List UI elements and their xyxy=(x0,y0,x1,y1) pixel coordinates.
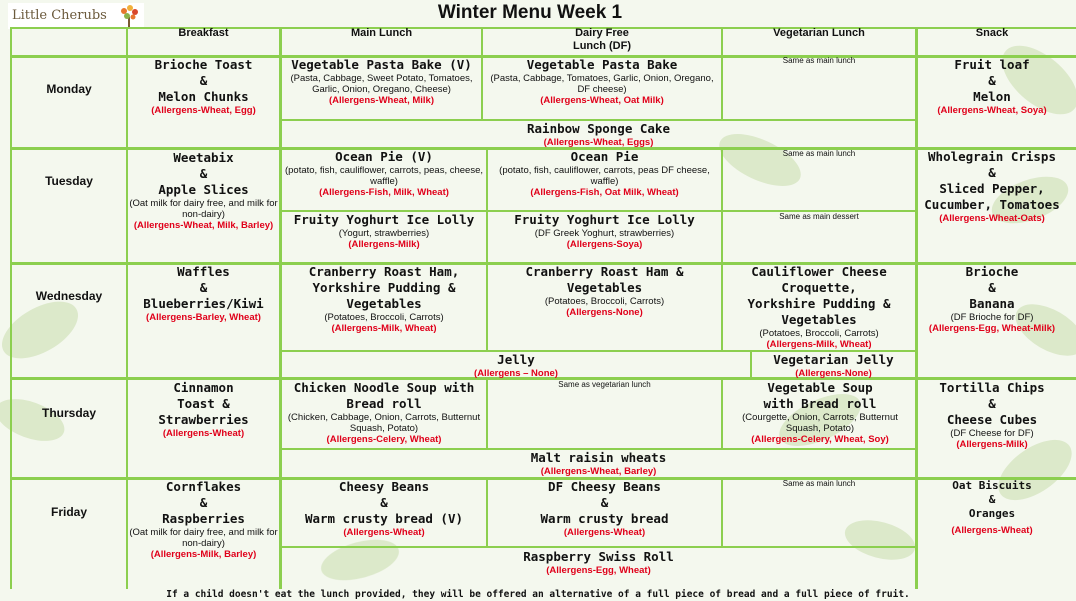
tree-icon xyxy=(116,3,142,29)
meal-name: Vegetable Pasta Bake (V) xyxy=(291,57,472,72)
logo-text: Little Cherubs xyxy=(12,8,107,23)
allergens: (Allergens – None) xyxy=(474,368,558,379)
meal-name: Ocean Pie xyxy=(570,149,639,164)
tuesday-dessert-df xyxy=(490,212,719,250)
grid-line xyxy=(721,27,723,119)
allergens: (Allergens-Wheat, Barley) xyxy=(540,466,657,477)
tuesday-df xyxy=(490,149,719,198)
header-snack: Snack xyxy=(975,27,1009,39)
wednesday-snack xyxy=(918,264,1066,334)
allergens: (Allergens-Wheat, Egg) xyxy=(151,105,256,116)
meal-name: Jelly xyxy=(497,352,535,367)
logo xyxy=(8,3,144,29)
monday-snack xyxy=(918,57,1066,116)
monday-dessert xyxy=(282,121,915,148)
meal-name: Ocean Pie (V) xyxy=(335,149,433,164)
meal-name: Chicken Noodle Soup with Bread roll xyxy=(293,380,475,411)
monday-breakfast xyxy=(128,57,279,116)
allergens: (Allergens-Wheat, Milk, Barley) xyxy=(133,220,274,231)
meal-name: DF Cheesy Beans & Warm crusty bread xyxy=(540,479,669,526)
allergens: (Allergens-Wheat) xyxy=(563,527,646,538)
allergens: (Allergens-Milk, Wheat) xyxy=(331,323,437,334)
grid-line xyxy=(280,546,916,548)
meal-name: Cranberry Roast Ham, Yorkshire Pudding & Vegetables xyxy=(308,264,460,311)
page-title: Winter Menu Week 1 xyxy=(437,2,623,23)
meal-description: (Chicken, Cabbage, Onion, Carrots, Butternut Squash, Potato) xyxy=(287,412,481,434)
wednesday-main xyxy=(284,264,484,334)
wednesday-dessert xyxy=(282,352,750,379)
tuesday-dessert-veg: Same as main dessert xyxy=(779,212,859,221)
allergens: (Allergens-Egg, Wheat) xyxy=(546,565,651,576)
tuesday-snack xyxy=(918,149,1066,224)
meal-description: (Yogurt, strawberries) xyxy=(338,228,430,239)
allergens: (Allergens-Egg, Wheat-Milk) xyxy=(928,323,1056,334)
header-veg: Vegetarian Lunch xyxy=(773,27,865,39)
meal-name: Weetabix & Apple Slices xyxy=(158,150,249,197)
meal-description: (potato, fish, cauliflower, carrots, peas, cheese, waffle) xyxy=(284,165,483,187)
allergens: (Allergens-Fish, Milk, Wheat) xyxy=(319,187,449,198)
allergens: (Allergens-Wheat) xyxy=(162,428,245,439)
meal-name: Cheesy Beans & Warm crusty bread (V) xyxy=(304,479,464,526)
wednesday-veg xyxy=(723,264,915,350)
meal-name: Oat Biscuits & Oranges xyxy=(952,479,1032,520)
day-wednesday: Wednesday xyxy=(35,289,103,303)
grid-line xyxy=(486,378,488,448)
friday-veg: Same as main lunch xyxy=(782,479,856,488)
meal-description: (Oat milk for dairy free, and milk for non-dairy) xyxy=(129,527,278,549)
meal-name: Malt raisin wheats xyxy=(530,450,667,465)
allergens: (Allergens-Barley, Wheat) xyxy=(146,312,261,323)
meal-description: (DF Greek Yoghurt, strawberries) xyxy=(534,228,675,239)
friday-dessert xyxy=(282,549,915,576)
meal-description: (Oat milk for dairy free, and milk for non-dairy) xyxy=(129,198,278,220)
thursday-veg xyxy=(725,380,915,445)
meal-name: Fruity Yoghurt Ice Lolly xyxy=(514,212,695,227)
header-breakfast: Breakfast xyxy=(178,27,229,39)
allergens: (Allergens-Celery, Wheat) xyxy=(326,434,442,445)
allergens: (Allergens-Fish, Oat Milk, Wheat) xyxy=(530,187,679,198)
allergens: (Allergens-Soya) xyxy=(566,239,643,250)
monday-df xyxy=(485,57,719,106)
meal-description: (Potatoes, Broccoli, Carrots) xyxy=(759,328,879,339)
day-thursday: Thursday xyxy=(41,406,96,420)
meal-name: Vegetarian Jelly xyxy=(773,352,894,367)
thursday-dessert xyxy=(282,450,915,477)
meal-name: Waffles & Blueberries/Kiwi xyxy=(143,264,264,311)
allergens: (Allergens-Wheat) xyxy=(343,527,425,538)
header-main: Main Lunch xyxy=(350,27,413,39)
meal-name: Cornflakes & Raspberries xyxy=(162,479,245,526)
allergens: (Allergens-Milk) xyxy=(348,239,420,250)
allergens: (Allergens-None) xyxy=(566,307,643,318)
monday-main xyxy=(284,57,479,106)
allergens: (Allergens-Wheat-Oats) xyxy=(939,213,1045,224)
day-friday: Friday xyxy=(50,505,87,519)
allergens: (Allergens-Milk) xyxy=(956,439,1028,450)
friday-snack xyxy=(918,479,1066,536)
tuesday-veg: Same as main lunch xyxy=(782,149,856,158)
meal-description: (Potatoes, Broccoli, Carrots) xyxy=(324,312,444,323)
tuesday-dessert-main xyxy=(284,212,484,250)
allergens: (Allergens-Wheat, Soya) xyxy=(937,105,1047,116)
friday-df xyxy=(490,479,719,538)
meal-name: Fruit loaf & Melon xyxy=(954,57,1030,104)
tuesday-breakfast xyxy=(128,150,279,231)
meal-name: Brioche & Banana xyxy=(965,264,1019,311)
grid-line xyxy=(486,478,488,546)
wednesday-df xyxy=(490,264,719,318)
thursday-df: Same as vegetarian lunch xyxy=(558,380,651,389)
wednesday-breakfast xyxy=(128,264,279,323)
meal-name: Cauliflower Cheese Croquette, Yorkshire Pudding & Vegetables xyxy=(747,264,891,327)
meal-description: (Pasta, Cabbage, Tomatoes, Garlic, Onion, Oregano, DF cheese) xyxy=(490,73,714,95)
meal-name: Vegetable Soup with Bread roll xyxy=(763,380,877,411)
allergens: (Allergens-Wheat, Eggs) xyxy=(543,137,654,148)
allergens: (Allergens-Wheat) xyxy=(951,525,1033,536)
meal-description: (Courgette, Onion, Carrots, Butternut Squash, Potato) xyxy=(742,412,898,434)
allergens: (Allergens-Milk, Barley) xyxy=(150,549,257,560)
meal-name: Tortilla Chips & Cheese Cubes xyxy=(939,380,1045,427)
day-tuesday: Tuesday xyxy=(45,174,93,188)
meal-description: (DF Brioche for DF) xyxy=(950,312,1034,323)
grid-line xyxy=(486,148,488,350)
day-monday: Monday xyxy=(46,82,92,96)
meal-description: (Pasta, Cabbage, Sweet Potato, Tomatoes, Garlic, Onion, Oregano, Cheese) xyxy=(290,73,473,95)
friday-main xyxy=(284,479,484,538)
meal-name: Wholegrain Crisps & Sliced Pepper, Cucumber, Tomatoes xyxy=(924,149,1060,212)
footer-note: If a child doesn't eat the lunch provided, they will be offered an alternative of a full piece of bread and a full piece of fruit. xyxy=(166,589,910,600)
meal-name: Cranberry Roast Ham & Vegetables xyxy=(525,264,684,295)
allergens: (Allergens-None) xyxy=(795,368,872,379)
thursday-main xyxy=(284,380,484,445)
meal-name: Fruity Yoghurt Ice Lolly xyxy=(293,212,475,227)
meal-description: (potato, fish, cauliflower, carrots, peas DF cheese, waffle) xyxy=(499,165,710,187)
meal-name: Cinnamon Toast & Strawberries xyxy=(158,380,249,427)
grid-line xyxy=(279,27,282,589)
meal-description: (DF Cheese for DF) xyxy=(950,428,1034,439)
tuesday-main xyxy=(284,149,484,198)
grid-line xyxy=(721,378,723,448)
meal-name: Raspberry Swiss Roll xyxy=(523,549,674,564)
header-df: Dairy Free Lunch (DF) xyxy=(572,27,632,52)
meal-name: Brioche Toast & Melon Chunks xyxy=(154,57,253,104)
allergens: (Allergens-Celery, Wheat, Soy) xyxy=(751,434,889,445)
allergens: (Allergens-Wheat, Oat Milk) xyxy=(540,95,664,106)
wednesday-dessert-veg xyxy=(752,352,915,379)
allergens: (Allergens-Wheat, Milk) xyxy=(328,95,435,106)
thursday-snack xyxy=(918,380,1066,450)
monday-veg: Same as main lunch xyxy=(782,56,856,65)
meal-description: (Potatoes, Broccoli, Carrots) xyxy=(544,296,665,307)
meal-name: Vegetable Pasta Bake xyxy=(526,57,678,72)
meal-name: Rainbow Sponge Cake xyxy=(527,121,670,136)
thursday-breakfast xyxy=(128,380,279,439)
friday-breakfast xyxy=(128,479,279,560)
allergens: (Allergens-Milk, Wheat) xyxy=(766,339,872,350)
